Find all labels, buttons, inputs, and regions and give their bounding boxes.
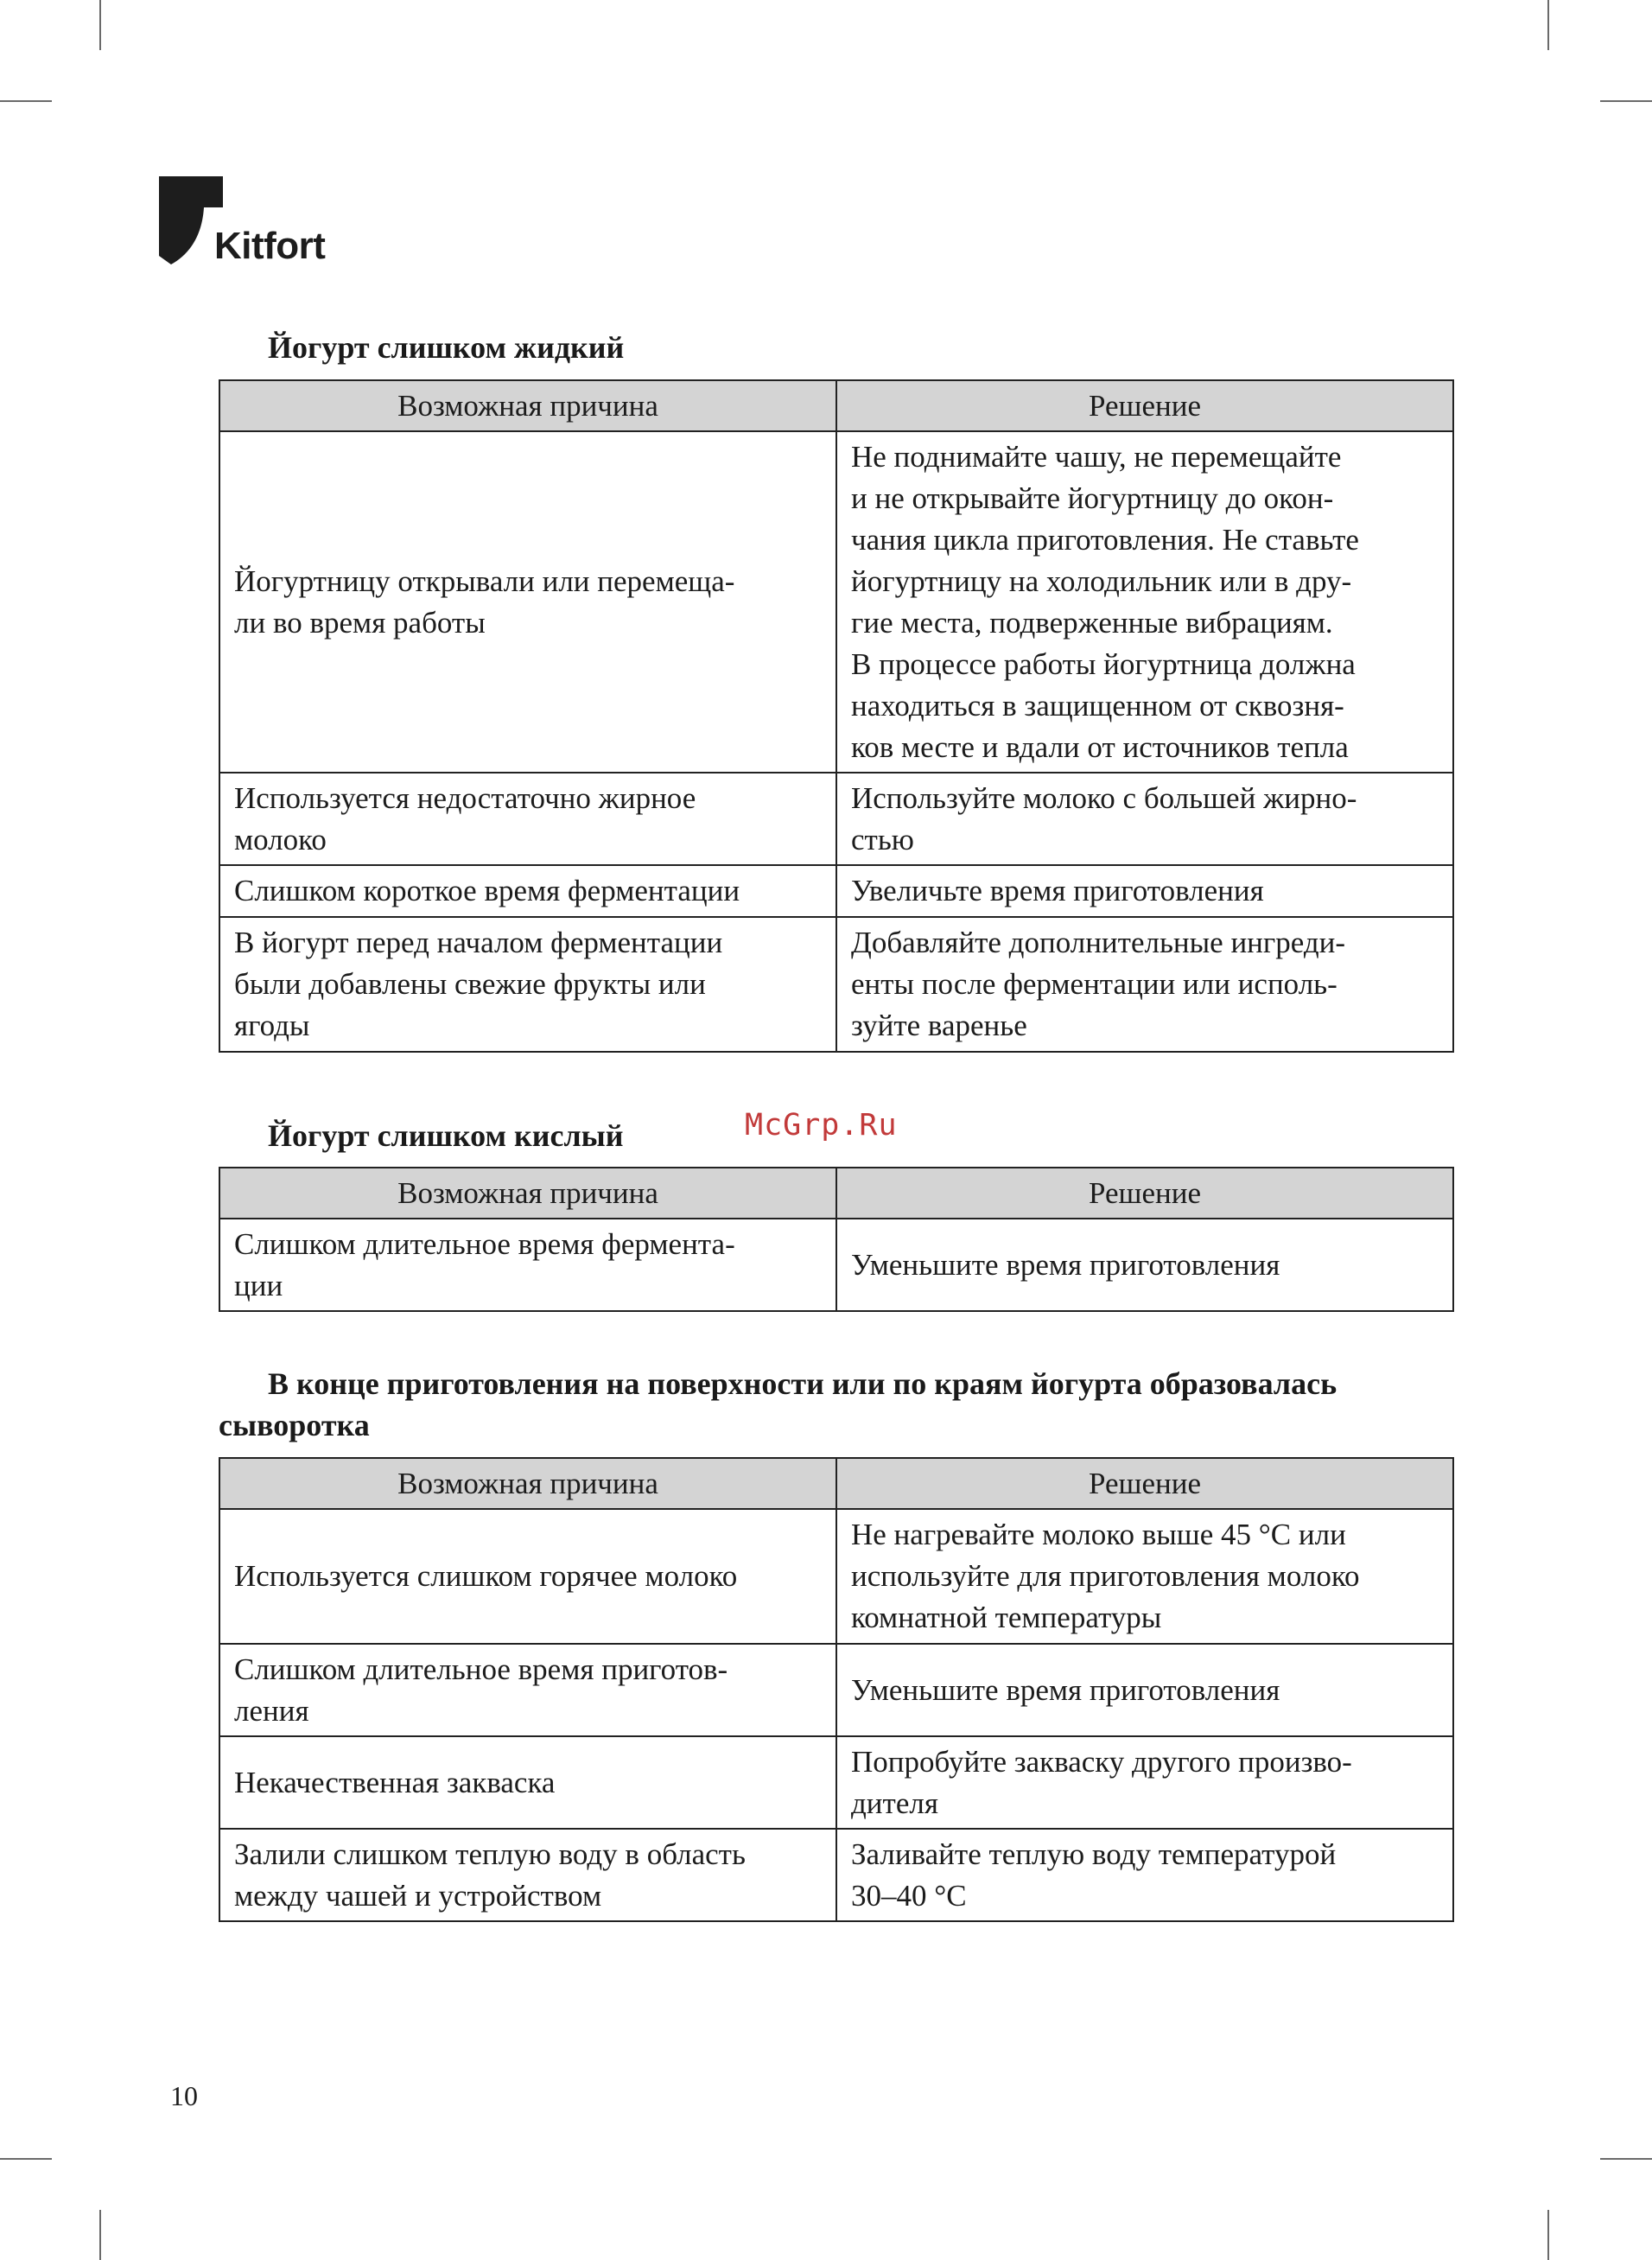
cause-cell: Слишком длительное время приготов- ления [219,1644,836,1736]
cause-cell: Слишком длительное время фермента- ции [219,1219,836,1311]
column-header-solution: Решение [836,1458,1453,1509]
crop-mark [99,2210,101,2260]
column-header-cause: Возможная причина [219,1458,836,1509]
solution-cell: Используйте молоко с большей жирно- стью [836,773,1453,865]
section-title: В конце приготовления на поверхности или по краям йогурта образовалась сыворотка [219,1366,1337,1442]
crop-mark [0,100,52,102]
solution-cell: Уменьшите время приготовления [836,1644,1453,1736]
table-header-row [219,1168,1453,1219]
cause-cell: Некачественная закваска [219,1736,836,1829]
column-header-solution: Решение [836,1168,1453,1219]
cause-cell: Слишком короткое время ферментации [219,865,836,917]
troubleshooting-table [219,379,1454,1053]
cause-cell: Залили слишком теплую воду в область между чашей и устройством [219,1829,836,1921]
troubleshooting-table [219,1167,1454,1312]
solution-cell: Уменьшите время приготовления [836,1219,1453,1311]
column-header-cause: Возможная причина [219,380,836,431]
table-row [219,1219,1453,1311]
crop-mark [0,2158,52,2160]
crop-mark [99,0,101,50]
solution-cell: Добавляйте дополнительные ингреди- енты после ферментации или исполь- зуйте варенье [836,917,1453,1052]
table-row [219,1829,1453,1921]
section-title: Йогурт слишком кислый [268,1118,624,1153]
solution-cell: Увеличьте время приготовления [836,865,1453,917]
table-row [219,431,1453,773]
table-row [219,1736,1453,1829]
table-row [219,917,1453,1052]
brand-name: Kitfort [214,225,326,267]
cause-cell: Йогуртницу открывали или перемеща- ли во время работы [219,431,836,773]
crop-mark [1600,2158,1652,2160]
table-row [219,865,1453,917]
crop-mark [1600,100,1652,102]
brand-logo [156,173,363,268]
solution-cell: Не нагревайте молоко выше 45 °С или используйте для приготовления молоко комнатной температуры [836,1509,1453,1644]
page-number: 10 [170,2080,198,2111]
cause-cell: Используется слишком горячее молоко [219,1509,836,1644]
table-row [219,773,1453,865]
table-row [219,1644,1453,1736]
column-header-cause: Возможная причина [219,1168,836,1219]
solution-cell: Не поднимайте чашу, не перемещайте и не открывайте йогуртницу до окон- чания цикла приготовления. Не ставьте йогуртницу на холодильник или в дру- гие места, подверженные вибрациям. В процессе работы йогуртница должна находиться в защищенном от сквозня- ков месте и вдали от источников тепла [836,431,1453,773]
table-row [219,1509,1453,1644]
solution-cell: Заливайте теплую воду температурой 30–40 °С [836,1829,1453,1921]
table-header-row [219,380,1453,431]
solution-cell: Попробуйте закваску другого произво- дителя [836,1736,1453,1829]
crop-mark [1547,2210,1549,2260]
watermark: McGrp.Ru [745,1108,898,1143]
column-header-solution: Решение [836,380,1453,431]
troubleshooting-table [219,1457,1454,1922]
crop-mark [1547,0,1549,50]
section-title: Йогурт слишком жидкий [268,330,625,365]
cause-cell: В йогурт перед началом ферментации были добавлены свежие фрукты или ягоды [219,917,836,1052]
table-header-row [219,1458,1453,1509]
cause-cell: Используется недостаточно жирное молоко [219,773,836,865]
